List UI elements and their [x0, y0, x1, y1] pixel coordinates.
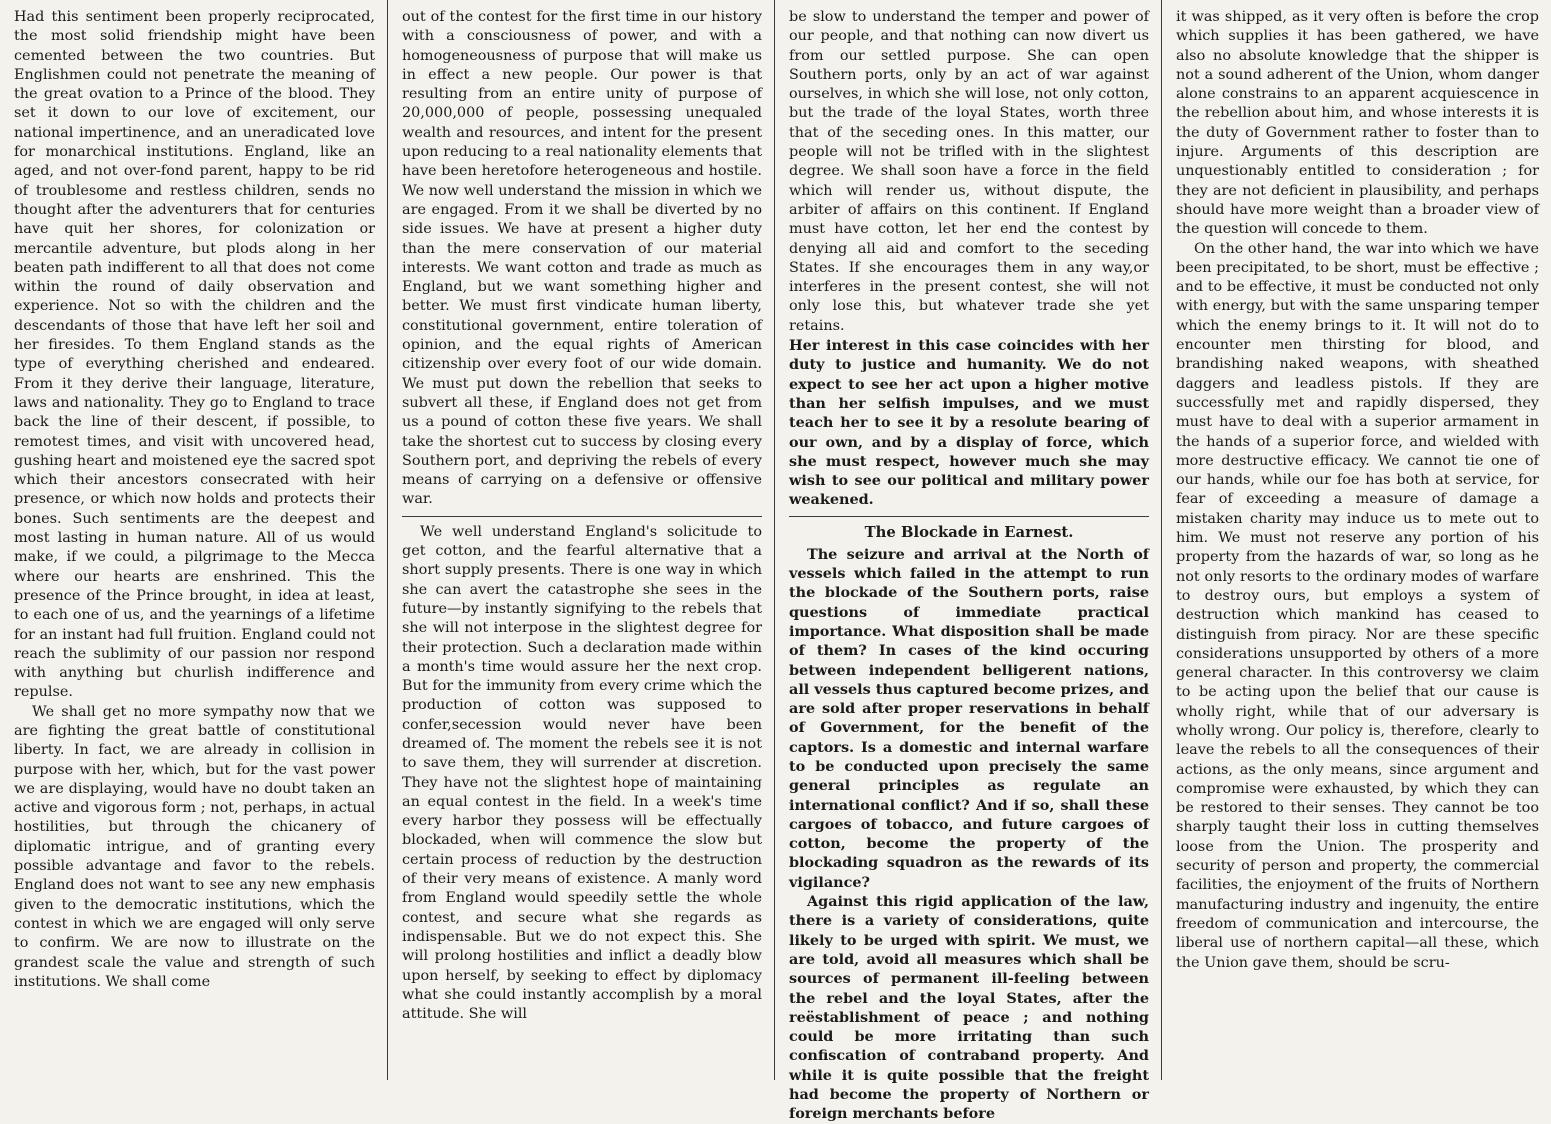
article-paragraph: be slow to understand the temper and power of our people, and that nothing can now divert us from our settled purpose. She can open Southern ports, only by an act of war against ourselves, in which she will lose, not only cotton, but the trade of the loyal States, worth three that of the seceding ones. In this matter, our people will not be trifled with in the slightest degree. We shall soon have a force in the field which will render us, without dispute, the arbiter of affairs on this continent. If England must have cotton, let her end the contest by denying all aid and comfort to the seceding States. If she encourages them in any way,or interferes in the present contest, she will not only lose this, but whatever trade she yet retains. — [789, 9, 1149, 334]
article-paragraph: it was shipped, as it very often is before the crop which supplies it has been gathered, we have also no absolute knowledge that the shipper is not a sound adherent of the Union, whom danger alone constrains to an apparent acquiescence in the rebellion about him, and whose interests it is the duty of Government rather to foster than to injure. Arguments of this description are unquestionably entitled to consideration ; for they are not deficient in plausibility, and perhaps should have more weight than a broader view of the question will concede to them. — [1176, 9, 1539, 238]
article-paragraph: On the other hand, the war into which we have been precipitated, to be short, must be effective ; and to be effective, it must be conducted not only with energy, but with the same unsparing temper which the enemy brings to it. It will not do to encounter men thirsting for blood, and brandishing naked weapons, with sheathed daggers and leadless pistols. If they are successfully met and rapidly dispersed, they must have to deal with a superior armament in the hands of a superior force, and wielded with more destructive efficacy. We cannot tie one of our hands, while our foe has both at service, for fear of exceeding a measure of damage a mistaken charity may induce us to mete out to him. We must not reserve any portion of his property from the hazards of war, so long as he not only resorts to the ordinary modes of warfare to destroy ours, but employs a system of destruction which mankind has ceased to distinguish from piracy. Nor are these specific considerations unsupported by others of a more general character. In this controversy we claim to be acting upon the belief that our cause is wholly right, while that of our adversary is wholly wrong. Our policy is, therefore, clearly to leave the rebels to all the consequences of their actions, as the only means, since argument and compromise were exhausted, by which they can be restored to their senses. They cannot be too sharply taught their loss in cutting themselves loose from the Union. The prosperity and security of person and property, the commercial facilities, the enjoyment of the fruits of Northern manufacturing industry and ingenuity, the entire freedom of communication and intercourse, the liberal use of northern capital—all these, which the Union gave them, should be scru- — [1176, 240, 1539, 971]
article-heading: The Blockade in Earnest. — [864, 523, 1074, 541]
column-2 — [387, 0, 774, 1080]
section-rule — [402, 516, 762, 517]
article-paragraph-bold: Against this rigid application of the law, there is a variety of considerations, quite likely to be urged with spirit. We must, we are told, avoid all measures which shall be sources of permanent ill-feeling between the rebel and the loyal States, after the reëstablishment of peace ; and nothing could be more irritating than such confiscation of contraband property. And while it is quite possible that the freight had become the property of Northern or foreign merchants before — [789, 893, 1149, 1123]
column-3 — [774, 0, 1161, 1123]
article-paragraph-bold: Her interest in this case coincides with her duty to justice and humanity. We do not expect to see her act upon a higher motive than her selfish impulses, and we must teach her to see it by a resolute bearing of our own, and by a display of force, which she must respect, however much she may wish to see our political and military power weakened. — [789, 337, 1149, 509]
article-paragraph: We well understand England's solicitude to get cotton, and the fearful alternative that a short supply presents. There is one way in which she can avert the catastrophe she sees in the future—by instantly signifying to the rebels that she will not interpose in the slightest degree for their protection. Such a declaration made within a month's time would assure her the next crop. But for the immunity from every crime which the production of cotton was supposed to confer,secession would never have been dreamed of. The moment the rebels see it is not to save them, they will surrender at discretion. They have not the slightest hope of maintaining an equal contest in the field. In a week's time every harbor they possess will be effectually blockaded, when will commence the slow but certain process of reduction by the destruction of their very means of existence. A manly word from England would speedily settle the whole contest, and secure what she regards as indispensable. But we do not expect this. She will prolong hostilities and inflict a deadly blow upon herself, by seeking to effect by diplomacy what she could instantly accomplish by a moral attitude. She will — [402, 523, 762, 1023]
column-4 — [1161, 0, 1551, 1080]
article-paragraph: We shall get no more sympathy now that we are fighting the great battle of constitutional liberty. In fact, we are already in collision in purpose with her, which, but for the vast power we are displaying, would have no doubt taken an active and vigorous form ; not, perhaps, in actual hostilities, but through the chicanery of diplomatic intrigue, and of granting every possible advantage and favor to the rebels. England does not want to see any new emphasis given to the democratic institutions, which the contest in which we are engaged will only serve to confirm. We are now to illustrate on the grandest scale the value and strength of such institutions. We shall come — [14, 703, 375, 990]
column-1 — [0, 0, 387, 1080]
section-rule — [789, 516, 1149, 517]
article-paragraph: Had this sentiment been properly reciprocated, the most solid friendship might have been cemented between the two countries. But Englishmen could not penetrate the meaning of the great ovation to a Prince of the blood. They set it down to our love of excitement, our national impertinence, and an uneradicated love for monarchical institutions. England, like an aged, and not over-fond parent, happy to be rid of troublesome and restless children, sends no thought after the adventurers that for centuries have quit her shores, for colonization or mercantile adventure, but plods along in her beaten path indifferent to all that does not come within the round of daily observation and experience. Not so with the children and the descendants of those that have left her soil and her firesides. To them England stands as the type of everything cherished and endeared. From it they derive their language, literature, laws and nationality. They go to England to trace back the line of their descent, if possible, to remotest times, and visit with uncovered head, gushing heart and moistened eye the sacred spot which their ancestors consecrated with heir presence, or which now holds and protects their bones. Such sentiments are the deepest and most lasting in human nature. All of us would make, if we could, a pilgrimage to the Mecca where our hearts are enshrined. This the presence of the Prince brought, in idea at least, to each one of us, and the yearnings of a lifetime for an instant had full fruition. England could not reach the sublimity of our passion nor respond with anything but churlish indifference and repulse. — [14, 9, 375, 701]
article-paragraph: out of the contest for the first time in our history with a consciousness of power, and with a homogeneousness of purpose that will make us in effect a new people. Our power is that resulting from an entire unity of purpose of 20,000,000 of people, possessing unequaled wealth and resources, and intent for the present upon reducing to a real nationality elements that have been heretofore heterogeneous and hostile. We now well understand the mission in which we are engaged. From it we shall be diverted by no side issues. We have at present a higher duty than the mere conservation of our material interests. We want cotton and trade as much as England, but we want something higher and better. We must first vindicate human liberty, constitutional government, entire toleration of opinion, and the equal rights of American citizenship over every foot of our wide domain. We must put down the rebellion that seeks to subvert all these, if England does not get from us a pound of cotton these five years. We shall take the shortest cut to success by closing every Southern port, and depriving the rebels of every means of carrying on a defensive or offensive war. — [402, 9, 762, 508]
article-paragraph-bold: The seizure and arrival at the North of vessels which failed in the attempt to run the blockade of the Southern ports, raise questions of immediate practical importance. What disposition shall be made of them? In cases of the kind occuring between independent belligerent nations, all vessels thus captured become prizes, and are sold after proper reservations in behalf of Government, for the benefit of the captors. Is a domestic and internal warfare to be conducted upon precisely the same general principles as regulate an international conflict? And if so, shall these cargoes of tobacco, and future cargoes of cotton, become the property of the blockading squadron as the rewards of its vigilance? — [789, 545, 1149, 891]
